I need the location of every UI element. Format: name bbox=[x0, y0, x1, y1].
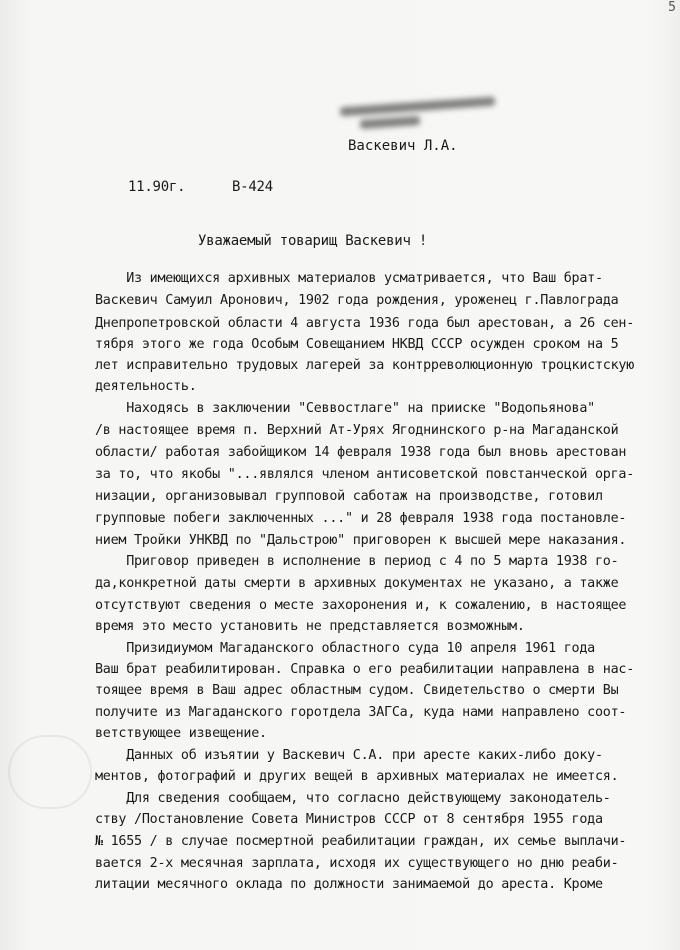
letter-date: 11.90г. bbox=[128, 179, 186, 195]
body-line: получите из Магаданского горотдела ЗАГСа, куда нами направлено соот- bbox=[95, 705, 627, 720]
body-line: Находясь в заключении "Севвостлаге" на прииске "Водопьянова" bbox=[95, 401, 595, 416]
body-line: Из имеющихся архивных материалов усматривается, что Ваш брат- bbox=[95, 271, 603, 286]
body-line: Приговор приведен в исполнение в период с 4 по 5 марта 1938 го- bbox=[95, 554, 619, 569]
body-line: время это место установить не представляется возможным. bbox=[95, 619, 525, 634]
page-corner-mark: 5 bbox=[668, 0, 676, 15]
body-line: за то, что якобы "...являлся членом антисоветской повстанческой орга- bbox=[95, 467, 635, 482]
body-line: ветствующее извещение. bbox=[95, 726, 267, 741]
body-line: отсутствуют сведения о месте захоронения и, к сожалению, в настоящее bbox=[95, 598, 627, 613]
body-line: ментов, фотографий и других вещей в архивных материалах не имеется. bbox=[95, 769, 619, 784]
body-line: Васкевич Самуил Аронович, 1902 года рождения, уроженец г.Павлограда bbox=[95, 293, 619, 308]
body-line: ству /Постановление Совета Министров СССР от 8 сентября 1955 года bbox=[95, 812, 603, 827]
body-line: да,конкретной даты смерти в архивных документах не указано, а также bbox=[95, 576, 619, 591]
body-line: Днепропетровской области 4 августа 1936 года был арестован, а 26 сен- bbox=[95, 316, 635, 331]
body-line: нием Тройки УНКВД по "Дальстрою" приговорен к высшей мере наказания. bbox=[95, 533, 627, 548]
redacted-stamp bbox=[340, 100, 500, 134]
body-line: групповые побеги заключенных ..." и 28 февраля 1938 года постановле- bbox=[95, 511, 627, 526]
body-line: вается 2-х месячная зарплата, исходя их существующего но дню реаби- bbox=[95, 856, 619, 871]
body-line: Для сведения сообщаем, что согласно действующему законодатель- bbox=[95, 791, 611, 806]
body-line: низации, организовывал групповой саботаж на производстве, готовил bbox=[95, 489, 603, 504]
body-line: деятельность. bbox=[95, 379, 197, 394]
body-line: тября этого же года Особым Совещанием НКВД СССР осужден сроком на 5 bbox=[95, 337, 619, 352]
body-line: Ваш брат реабилитирован. Справка о его реабилитации направлена в нас- bbox=[95, 662, 635, 677]
body-line: литации месячного оклада по должности занимаемой до ареста. Кроме bbox=[95, 877, 603, 892]
recipient-name: Васкевич Л.А. bbox=[348, 138, 458, 154]
salutation: Уважаемый товарищ Васкевич ! bbox=[198, 233, 428, 249]
body-line: /в настоящее время п. Верхний Ат-Урях Ягоднинского р-на Магаданской bbox=[95, 423, 619, 438]
body-line: лет исправительно трудовых лагерей за контрреволюционную троцкистскую bbox=[95, 358, 635, 373]
reference-number: В-424 bbox=[232, 179, 273, 195]
body-line: № 1655 / в случае посмертной реабилитации граждан, их семье выплачи- bbox=[95, 834, 627, 849]
body-line: Данных об изъятии у Васкевич С.А. при аресте каких-либо доку- bbox=[95, 748, 603, 763]
faint-stamp-mark bbox=[8, 735, 92, 809]
body-line: Призидиумом Магаданского областного суда 10 апреля 1961 года bbox=[95, 641, 595, 656]
body-line: тоящее время в Ваш адрес областным судом. Свидетельство о смерти Вы bbox=[95, 683, 619, 698]
body-line: области/ работая забойщиком 14 февраля 1938 года был вновь арестован bbox=[95, 445, 627, 460]
